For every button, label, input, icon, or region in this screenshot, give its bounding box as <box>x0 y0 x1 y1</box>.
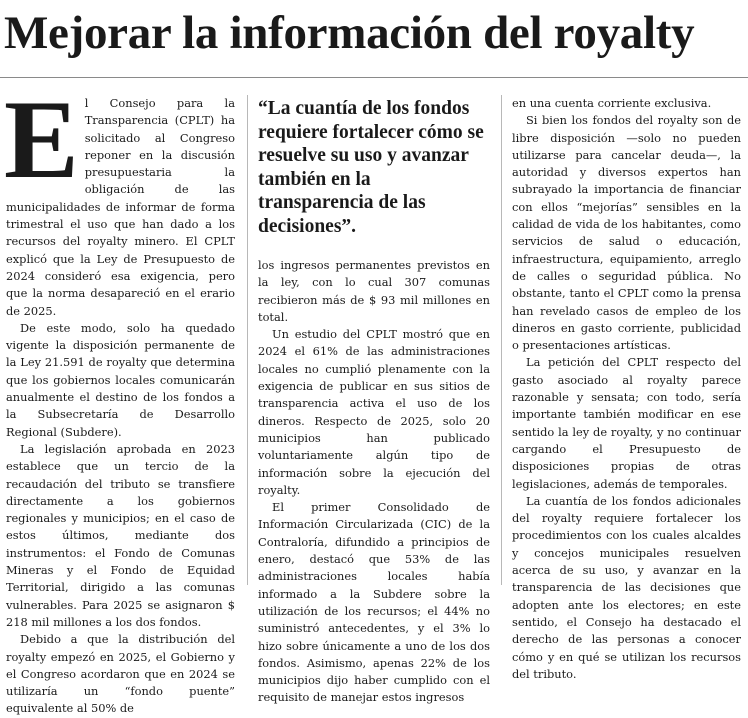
paragraph: La legislación aprobada en 2023 establece que un tercio de la recaudación del tributo se transfiere directamente a los gobiernos regionales y municipios; en el caso de estos últimos, mediante dos instrumentos: el Fondo de Comunas Mineras y el Fondo de Equidad Territorial, dirigido a las comunas vulnerables. Para 2025 se asignaron $ 218 mil millones a los dos fondos. <box>6 441 235 629</box>
paragraph: Debido a que la distribución del royalty empezó en 2025, el Gobierno y el Congreso acordaron que en 2024 se utilizaría un “fondo puente” equivalente al 50% de <box>6 632 235 716</box>
paragraph: Un estudio del CPLT mostró que en 2024 el 61% de las administraciones locales no cumplió plenamente con la exigencia de publicar en sus sitios de transparencia activa el uso de los dineros. Respecto de 2025, solo 20 municipios han publicado voluntariamente algún tipo de información sobre la ejecución del royalty. <box>258 327 490 497</box>
column-3 <box>512 95 741 683</box>
column-divider <box>501 95 502 585</box>
pull-quote: “La cuantía de los fondos requiere fortalecer cómo se resuelve su uso y avanzar también en la transparencia de las decisiones”. <box>258 98 484 237</box>
paragraph: en una cuenta corriente exclusiva. <box>512 96 712 110</box>
column-2 <box>258 95 490 707</box>
paragraph: los ingresos permanentes previstos en la ley, con lo cual 307 comunas recibieron más de $ 93 mil millones en total. <box>258 258 490 324</box>
drop-cap: E <box>4 78 79 202</box>
paragraph <box>4 78 235 320</box>
column-divider <box>247 95 248 585</box>
paragraph-text: l Consejo para la Transparencia (CPLT) ha solicitado al Congreso reponer en la discusión presupuestaria la obligación de las municipalidades de informar de forma trimestral el uso que han dado a los recursos del royalty minero. El CPLT explicó que la Ley de Presupuesto de 2024 consideró esa exigencia, pero que la norma desapareció en el erario de 2025. <box>6 96 235 318</box>
paragraph: Si bien los fondos del royalty son de libre disposición —solo no pueden utilizarse para cancelar deuda—, la autoridad y diversos expertos han subrayado la importancia de financiar con ellos “mejorías” sensibles en la calidad de vida de los habitantes, como servicios de salud o educación, infraestructura, equipamiento, arreglo de calles o seguridad pública. No obstante, tanto el CPLT como la prensa han revelado casos de empleo de los dineros en gasto corriente, publicidad o presentaciones artísticas. <box>512 113 741 353</box>
paragraph: La petición del CPLT respecto del gasto asociado al royalty parece razonable y sensata; con todo, sería importante también modificar en ese sentido la ley de royalty, y no continuar cargando el Presupuesto de disposiciones propias de otras legislaciones, además de temporales. <box>512 355 741 491</box>
paragraph: El primer Consolidado de Información Circularizada (CIC) de la Contraloría, difundido a principios de enero, destacó que 53% de las administraciones locales había informado a la Subdere sobre la utilización de los recursos; el 44% no suministró antecedentes, y el 3% lo hizo sobre únicamente a uno de los dos fondos. Asimismo, apenas 22% de los municipios dijo haber cumplido con el requisito de manejar estos ingresos <box>258 500 490 705</box>
paragraph: De este modo, solo ha quedado vigente la disposición permanente de la Ley 21.591 de royalty que determina que los gobiernos locales comunicarán anualmente el destino de los fondos a la Subsecretaría de Desarrollo Regional (Subdere). <box>6 320 235 439</box>
headline-rule <box>0 77 748 78</box>
column-1 <box>4 78 235 718</box>
headline: Mejorar la información del royalty <box>4 7 695 59</box>
paragraph: La cuantía de los fondos adicionales del royalty requiere fortalecer los procedimientos con los cuales alcaldes y concejos municipales resuelven acerca de su uso, y avanzar en la transparencia de las decisiones que adopten ante los electores; en este sentido, el Consejo ha destacado el derecho de las personas a conocer cómo y en qué se utilizan los recursos del tributo. <box>512 493 741 681</box>
